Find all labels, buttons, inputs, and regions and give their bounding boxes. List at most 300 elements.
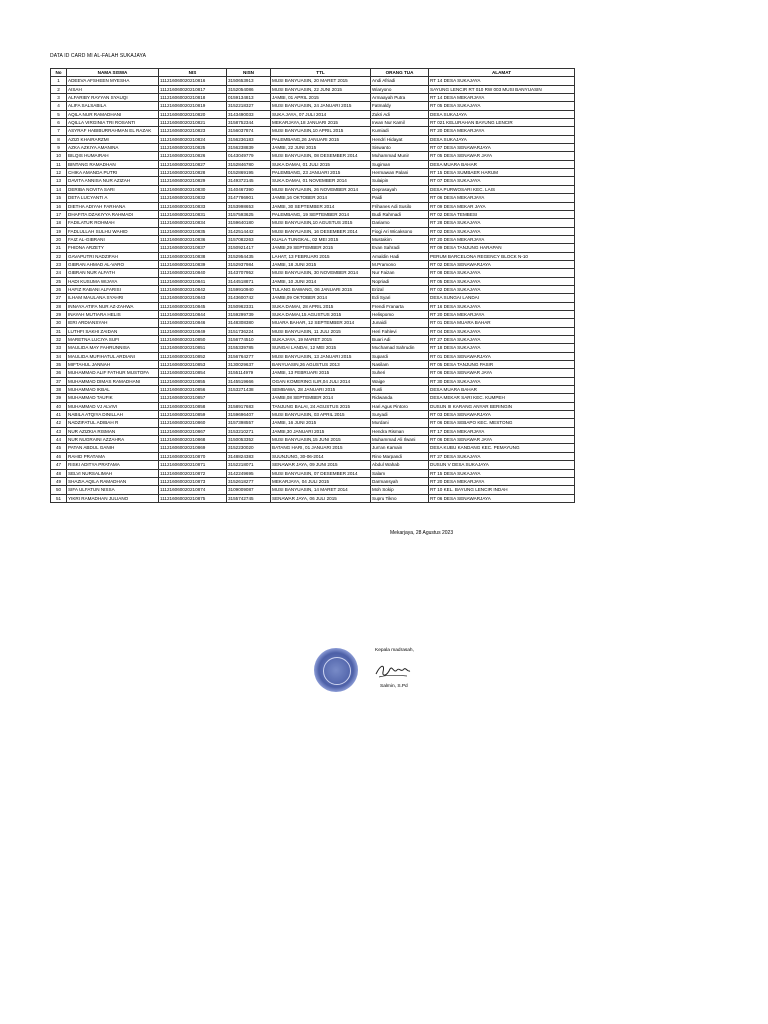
cell-name: MUHAMMAD DIMAS RAMADHANI xyxy=(67,377,159,385)
cell-parent: Salam xyxy=(371,469,429,477)
cell-nis: 111216060020210845 xyxy=(159,302,227,310)
cell-name: SIFA ULFATUN NISSA xyxy=(67,486,159,494)
cell-no: 19 xyxy=(51,227,67,235)
cell-nis: 111216060020210833 xyxy=(159,202,227,210)
cell-name: NABILA ATQIYA DINILLAH xyxy=(67,411,159,419)
cell-name: DHAFITA DZAKIYYA RAHMADI xyxy=(67,210,159,218)
cell-no: 16 xyxy=(51,202,67,210)
cell-name: BILQIS HUMAIRAH xyxy=(67,152,159,160)
cell-no: 13 xyxy=(51,177,67,185)
cell-name: MUHAMMAD ALIF FATHUR MUSTOFA xyxy=(67,369,159,377)
cell-ttl: JAMBI,08 SEPTEMBER 2014 xyxy=(271,394,371,402)
table-row xyxy=(51,285,575,293)
cell-address: RT 15 DESA SUKAJAYA xyxy=(429,469,575,477)
cell-parent: Siswanto xyxy=(371,144,429,152)
cell-nis: 111216060020210826 xyxy=(159,152,227,160)
cell-address: RT 20 DESA MEKARJAYA xyxy=(429,235,575,243)
cell-nisn: 3153998653 xyxy=(227,202,271,210)
cell-nisn: 3153271438 xyxy=(227,386,271,394)
cell-name: SELVI NURSALIMAH xyxy=(67,469,159,477)
cell-no: 36 xyxy=(51,369,67,377)
cell-name: FAIZ AL-GIBRANI xyxy=(67,235,159,243)
cell-nisn: 3152937984 xyxy=(227,260,271,268)
cell-no: 37 xyxy=(51,377,67,385)
cell-nisn: 3143707952 xyxy=(227,269,271,277)
cell-address: RT 20 DESA MEKARJAYA xyxy=(429,127,575,135)
cell-address: RT 02 DESA TEMBESI xyxy=(429,210,575,218)
cell-nisn: 3153210271 xyxy=(227,427,271,435)
cell-nis: 111216060020210860 xyxy=(159,419,227,427)
cell-nis: 111216060020210819 xyxy=(159,102,227,110)
cell-ttl: PALEMBANG, 19 SEPTEMBER 2014 xyxy=(271,210,371,218)
cell-nis: 111216060020210870 xyxy=(159,452,227,460)
signatory-title: Kepala madrasah, xyxy=(375,648,414,653)
cell-name: YIKRI RAMADHAN JULIANO xyxy=(67,494,159,502)
cell-no: 3 xyxy=(51,94,67,102)
cell-nisn: 3150962331 xyxy=(227,302,271,310)
cell-ttl: SUKA DAMAI,15 AGUSTUS 2015 xyxy=(271,310,371,318)
cell-nis: 111216060020210818 xyxy=(159,94,227,102)
cell-nis: 111216060020210836 xyxy=(159,235,227,243)
cell-name: RISKI ADITYA PRATAMA xyxy=(67,461,159,469)
cell-no: 22 xyxy=(51,252,67,260)
table-row xyxy=(51,269,575,277)
cell-ttl: MUSI BANYUASIN, 14 MARET 2014 xyxy=(271,486,371,494)
cell-nisn: 3157398557 xyxy=(227,419,271,427)
cell-no: 29 xyxy=(51,310,67,318)
cell-no: 35 xyxy=(51,361,67,369)
cell-nisn: 3142514442 xyxy=(227,227,271,235)
signer-name: Salmin, S.Pd xyxy=(380,684,408,689)
cell-ttl: SENAWAR JAYA, 06 JULI 2015 xyxy=(271,494,371,502)
cell-name: NUR NUGRAINI AZZAHRA xyxy=(67,436,159,444)
cell-name: ILHAM MAULANA SYAHRI xyxy=(67,294,159,302)
table-row xyxy=(51,227,575,235)
cell-address: RT 14 DESA SUKAJAYA xyxy=(429,77,575,85)
cell-no: 30 xyxy=(51,319,67,327)
cell-no: 5 xyxy=(51,110,67,118)
cell-no: 33 xyxy=(51,344,67,352)
cell-address: DESA SUKAJAYA xyxy=(429,110,575,118)
cell-address: RT 06 DESA SENAWAR JAYA xyxy=(429,436,575,444)
cell-name: MUHAMMAD VJ ALVIVI xyxy=(67,402,159,410)
table-row xyxy=(51,494,575,502)
cell-ttl: JAMBI,09 OKTOBER 2014 xyxy=(271,294,371,302)
table-row xyxy=(51,152,575,160)
cell-nis: 111216060020210843 xyxy=(159,294,227,302)
cell-no: 26 xyxy=(51,285,67,293)
cell-parent: Ridwanda xyxy=(371,394,429,402)
cell-ttl: SUKAJAYA, 19 MARET 2015 xyxy=(271,336,371,344)
table-row xyxy=(51,135,575,143)
cell-no: 50 xyxy=(51,486,67,494)
table-row xyxy=(51,127,575,135)
place-date: Mekarjaya, 28 Agustus 2023 xyxy=(390,530,454,536)
table-row xyxy=(51,369,575,377)
cell-parent: Paidi xyxy=(371,194,429,202)
cell-nisn: 3158917683 xyxy=(227,402,271,410)
cell-ttl: SENAWAR JAYA, 09 JUNI 2015 xyxy=(271,461,371,469)
cell-ttl: TANJUNG BALAI, 24 AGUSTUS 2015 xyxy=(271,402,371,410)
table-row xyxy=(51,94,575,102)
table-row xyxy=(51,419,575,427)
cell-name: MUHAMMAD TAUFIK xyxy=(67,394,159,402)
cell-nisn: 3150921417 xyxy=(227,244,271,252)
cell-name: RAHID PRATAMA xyxy=(67,452,159,460)
cell-nis: 111216060020210856 xyxy=(159,386,227,394)
cell-address: SAYUNG LENCIR RT 010 RW 003 MUSI BANYUASIN xyxy=(429,85,575,93)
cell-nisn: 3156037874 xyxy=(227,127,271,135)
cell-parent: Erizal xyxy=(371,285,429,293)
cell-no: 23 xyxy=(51,260,67,268)
cell-parent: Muhammad Munir xyxy=(371,152,429,160)
cell-no: 48 xyxy=(51,469,67,477)
cell-parent: Nopriadi xyxy=(371,277,429,285)
student-table xyxy=(50,68,575,503)
cell-nis: 111216060020210828 xyxy=(159,169,227,177)
cell-nis: 111216060020210854 xyxy=(159,369,227,377)
cell-ttl: KUALA TUNGKAL, 02 MEI 2015 xyxy=(271,235,371,243)
cell-name: MAULIDA MUFIHATUL ARDIANI xyxy=(67,352,159,360)
cell-no: 39 xyxy=(51,394,67,402)
cell-address: RT 05 DESA SUKAJAYA xyxy=(429,277,575,285)
cell-parent: Suryadi xyxy=(371,411,429,419)
cell-no: 43 xyxy=(51,427,67,435)
cell-no: 27 xyxy=(51,294,67,302)
cell-no: 38 xyxy=(51,386,67,394)
cell-parent: Deprasayah xyxy=(371,185,429,193)
cell-nisn: 3109009087 xyxy=(227,486,271,494)
cell-name: ALFARIBY RAYYAN SYAUQI xyxy=(67,94,159,102)
table-row xyxy=(51,260,575,268)
cell-parent: Waige xyxy=(371,377,429,385)
table-row xyxy=(51,402,575,410)
cell-nis: 111216060020210875 xyxy=(159,494,227,502)
cell-parent: Fatmaldy xyxy=(371,102,429,110)
cell-nis: 111216060020210844 xyxy=(159,310,227,318)
cell-ttl: JAMBI, 30 SEPTEMBER 2014 xyxy=(271,202,371,210)
cell-no: 47 xyxy=(51,461,67,469)
cell-address: RT 30 DESA SUKAJAYA xyxy=(429,377,575,385)
cell-address: PERUM BARCELONA REGENCY BLOCK N-10 xyxy=(429,252,575,260)
cell-nis: 111216060020210817 xyxy=(159,85,227,93)
cell-no: 49 xyxy=(51,477,67,485)
cell-no: 6 xyxy=(51,119,67,127)
table-row xyxy=(51,469,575,477)
cell-name: AZIZI KHAIRARZMI xyxy=(67,135,159,143)
cell-parent: Supardi xyxy=(371,352,429,360)
table-row xyxy=(51,252,575,260)
cell-address: DUSUN III KARANG ANYAR BERINGIN xyxy=(429,402,575,410)
cell-nisn: 3140467390 xyxy=(227,185,271,193)
cell-parent: Budi Rahmadi xyxy=(371,210,429,218)
cell-nis: 111216060020210851 xyxy=(159,344,227,352)
cell-name: FADILATUR ROHMAH xyxy=(67,219,159,227)
cell-name: SHAZIA AQILA RAMADHAN xyxy=(67,477,159,485)
cell-name: NADZIFATUL ADIBAH R xyxy=(67,419,159,427)
table-row xyxy=(51,411,575,419)
table-row xyxy=(51,102,575,110)
cell-no: 18 xyxy=(51,219,67,227)
cell-parent: Rusli xyxy=(371,386,429,394)
cell-parent: Zukri Adi xyxy=(371,110,429,118)
cell-nis: 111216060020210872 xyxy=(159,469,227,477)
table-row xyxy=(51,202,575,210)
cell-nisn: 3157082263 xyxy=(227,235,271,243)
cell-nis: 111216060020210850 xyxy=(159,336,227,344)
table-row xyxy=(51,336,575,344)
cell-address: RT 18 DESA SUKAJAYA xyxy=(429,344,575,352)
table-row xyxy=(51,194,575,202)
cell-name: DETA LUCYANTI A xyxy=(67,194,159,202)
cell-address: RT 20 DESA MEKARJAYA xyxy=(429,477,575,485)
table-row xyxy=(51,327,575,335)
cell-nis: 111216060020210825 xyxy=(159,144,227,152)
cell-ttl: JAMBI,29 SEPTEMBER 2015 xyxy=(271,244,371,252)
cell-name: BINTANG RAMADHAN xyxy=(67,160,159,168)
cell-no: 20 xyxy=(51,235,67,243)
cell-nisn: 3157593625 xyxy=(227,210,271,218)
cell-nisn: 3156764277 xyxy=(227,352,271,360)
cell-nis: 111216060020210868 xyxy=(159,436,227,444)
cell-no: 8 xyxy=(51,135,67,143)
cell-name: AQILA NUR RAMADHANI xyxy=(67,110,159,118)
cell-ttl: MUSI BANYUASIN, 08 DESEMBER 2014 xyxy=(271,152,371,160)
cell-parent: Muhammad Ali Ilwani xyxy=(371,436,429,444)
cell-nis: 111216060020210820 xyxy=(159,110,227,118)
cell-nis: 111216060020210873 xyxy=(159,477,227,485)
school-seal-stamp xyxy=(314,648,358,692)
cell-nis: 111216060020210842 xyxy=(159,285,227,293)
table-row xyxy=(51,85,575,93)
cell-nisn: 3130029637 xyxy=(227,361,271,369)
cell-name: NUR AZIZKIA RISMAN xyxy=(67,427,159,435)
cell-ttl: OGAN KOMERING ILIR,04 JULI 2014 xyxy=(271,377,371,385)
cell-no: 12 xyxy=(51,169,67,177)
cell-name: HAFIZ RABANI ALFARISI xyxy=(67,285,159,293)
cell-nisn: 3156238839 xyxy=(227,144,271,152)
col-header-nisn: NISN xyxy=(227,69,271,77)
cell-name: INNAYA ATIFA NUR AZ-ZAHWA xyxy=(67,302,159,310)
cell-parent: Supru Tikno xyxy=(371,494,429,502)
cell-nis: 111216060020210840 xyxy=(159,269,227,277)
cell-address: RT 05 DESA SUKAJAYA xyxy=(429,102,575,110)
cell-nisn: 3150053352 xyxy=(227,436,271,444)
table-row xyxy=(51,444,575,452)
cell-no: 24 xyxy=(51,269,67,277)
cell-nisn: 3152618277 xyxy=(227,477,271,485)
cell-parent: Moh Sokip xyxy=(371,486,429,494)
cell-ttl: MEKARJAYA, 04 JULI 2015 xyxy=(271,477,371,485)
cell-parent: Rino Marpandi xyxy=(371,452,429,460)
cell-address: RT 01 DESA SENAWARJAYA xyxy=(429,352,575,360)
cell-ttl: SUKA DAMAI, 01 NOVEMBER 2014 xyxy=(271,177,371,185)
cell-address: RT 09 DESA TANJUNG HARAPAN xyxy=(429,244,575,252)
cell-parent: Armaayah Putra xyxy=(371,94,429,102)
cell-no: 21 xyxy=(51,244,67,252)
cell-no: 25 xyxy=(51,277,67,285)
cell-nisn: 3152846780 xyxy=(227,160,271,168)
cell-name: GIBRAN AHMAD AL-VARO xyxy=(67,260,159,268)
cell-nisn: 3144518871 xyxy=(227,277,271,285)
cell-address: RT 05 DESA TANJUNG PASIR xyxy=(429,361,575,369)
cell-nisn: 3155742745 xyxy=(227,494,271,502)
cell-nis: 111216060020210827 xyxy=(159,160,227,168)
cell-nis: 111216060020210824 xyxy=(159,135,227,143)
cell-parent: Frendi Franarta xyxy=(371,302,429,310)
table-row xyxy=(51,294,575,302)
cell-parent: Hendri Hidayat xyxy=(371,135,429,143)
cell-parent: Mustakim xyxy=(371,235,429,243)
cell-parent: Wiaryono xyxy=(371,85,429,93)
cell-ttl: PALEMBANG, 23 JANUARI 2015 xyxy=(271,169,371,177)
cell-nisn: 3145519666 xyxy=(227,377,271,385)
cell-ttl: PALEMBANG,26 JANUARI 2015 xyxy=(271,135,371,143)
cell-nisn: 3150653913 xyxy=(227,77,271,85)
cell-parent: M.Pramono xyxy=(371,260,429,268)
cell-name: FADLULLAH SULHU WAHID xyxy=(67,227,159,235)
cell-nisn: 3149372145 xyxy=(227,177,271,185)
cell-address: DESA SUNGAI LANDAI xyxy=(429,294,575,302)
cell-no: 1 xyxy=(51,77,67,85)
table-row xyxy=(51,277,575,285)
cell-no: 34 xyxy=(51,352,67,360)
cell-ttl: MUSI BANYUASIN, 24 JANUARI 2015 xyxy=(271,102,371,110)
cell-nis: 111216060020210871 xyxy=(159,461,227,469)
cell-ttl: BANYUASIN,26 AGUSTUS 2013 xyxy=(271,361,371,369)
cell-nis: 111216060020210853 xyxy=(159,361,227,369)
table-row xyxy=(51,235,575,243)
cell-ttl: TULANG BAWANG, 06 JANUARI 2015 xyxy=(271,285,371,293)
cell-ttl: SUKA JAYA, 07 JULI 2014 xyxy=(271,110,371,118)
cell-address: RT 06 DESA SENAWARJAYA xyxy=(429,494,575,502)
table-row xyxy=(51,110,575,118)
cell-parent: Nasilam xyxy=(371,361,429,369)
cell-ttl: SUUNJUNG, 30-06-2014 xyxy=(271,452,371,460)
cell-nis: 111216060020210816 xyxy=(159,77,227,85)
cell-no: 4 xyxy=(51,102,67,110)
cell-address: DESA PURWOSARI KEC. LAIS xyxy=(429,185,575,193)
cell-address: DESA MEKAR SARI KEC. KUMPEH xyxy=(429,394,575,402)
cell-address: RT 14 DESA MEKARJAYA xyxy=(429,94,575,102)
cell-ttl: SUKA DAMAI, 01 JULI 2015 xyxy=(271,160,371,168)
cell-ttl: MEKARJAYA,18 JANUARI 2015 xyxy=(271,119,371,127)
cell-address: RT 16 DESA SUKAJAYA xyxy=(429,302,575,310)
cell-name: DIETHA ADIYAH FARHANA xyxy=(67,202,159,210)
cell-ttl: JAMBI, 18 JUNI 2015 xyxy=(271,260,371,268)
cell-nisn: 3148824383 xyxy=(227,452,271,460)
cell-nisn: 3148308380 xyxy=(227,319,271,327)
cell-nis: 111216060020210831 xyxy=(159,210,227,218)
cell-nis: 111216060020210834 xyxy=(159,219,227,227)
cell-ttl: MUSI BANYUASIN, 13 JANUARI 2015 xyxy=(271,352,371,360)
cell-address: RT 06 DESA SENAWAR JAYA xyxy=(429,369,575,377)
table-row xyxy=(51,169,575,177)
cell-ttl: MUSI BANYUASIN,10 AGUSTUS 2015 xyxy=(271,219,371,227)
cell-no: 32 xyxy=(51,336,67,344)
cell-nisn: 3158752344 xyxy=(227,119,271,127)
cell-no: 41 xyxy=(51,411,67,419)
cell-name: ADEEVA AFSHEEN MYESHA xyxy=(67,77,159,85)
cell-ttl: MUSI BANYUASIN, 16 DESEMBER 2014 xyxy=(271,227,371,235)
col-header-parent: ORANG TUA xyxy=(371,69,429,77)
cell-nis: 111216060020210857 xyxy=(159,394,227,402)
cell-parent: Suheri xyxy=(371,369,429,377)
cell-address: RT 10 KEL. BAYUNG LENCIR INDAH xyxy=(429,486,575,494)
col-header-address: ALAMAT xyxy=(429,69,575,77)
cell-ttl: MUSI BANYUASIN, 07 DESEMBER 2014 xyxy=(271,469,371,477)
cell-ttl: JAMBI, 22 JUNI 2015 xyxy=(271,144,371,152)
cell-nis: 111216060020210835 xyxy=(159,227,227,235)
cell-name: AISAH xyxy=(67,85,159,93)
cell-address: RT 021 KELURAHAN BAYUNG LENCIR xyxy=(429,119,575,127)
table-row xyxy=(51,461,575,469)
cell-address: DESA MUARA BAHAR xyxy=(429,160,575,168)
table-row xyxy=(51,361,575,369)
table-header-row xyxy=(51,69,575,77)
cell-nis: 111216060020210837 xyxy=(159,244,227,252)
cell-name: GAVAPUTRI NADZIFAH xyxy=(67,252,159,260)
cell-parent: Hendra Risman xyxy=(371,427,429,435)
cell-ttl: MUSI BANYUASIN, 26 NOVEMBER 2014 xyxy=(271,185,371,193)
cell-nisn: 3152054086 xyxy=(227,85,271,93)
cell-nis: 111216060020210823 xyxy=(159,127,227,135)
cell-name: ALIFA SALSABILA xyxy=(67,102,159,110)
cell-address: RT 28 DESA SUKAJAYA xyxy=(429,219,575,227)
cell-nisn: 3156236183 xyxy=(227,135,271,143)
cell-ttl: SUKA DAMAI, 28 APRIL 2015 xyxy=(271,302,371,310)
cell-parent: Junaidi xyxy=(371,319,429,327)
cell-nisn: 3151736224 xyxy=(227,327,271,335)
table-row xyxy=(51,452,575,460)
cell-ttl: MUSI BANYUASIN, 20 MARET 2015 xyxy=(271,77,371,85)
table-row xyxy=(51,210,575,218)
cell-address: DUSUN V DESA SUKAJAYA xyxy=(429,461,575,469)
cell-no: 40 xyxy=(51,402,67,410)
cell-ttl: MUSI BANYUASIN, 22 JUNI 2015 xyxy=(271,85,371,93)
cell-ttl: JAMBI, 10 JUNI 2014 xyxy=(271,277,371,285)
cell-address: RT 02 DESA SUKAJAYA xyxy=(429,285,575,293)
table-row xyxy=(51,352,575,360)
cell-ttl: JAMBI, 16 JUNI 2015 xyxy=(271,419,371,427)
cell-name: HADI KUSUMA WIJAYA xyxy=(67,277,159,285)
cell-no: 7 xyxy=(51,127,67,135)
table-body xyxy=(51,77,575,503)
cell-ttl: MUSI BANYUASIN,10 APRIL 2015 xyxy=(271,127,371,135)
table-row xyxy=(51,185,575,193)
cell-address: DESA MUARA BAHAR xyxy=(429,386,575,394)
cell-address: RT 08 DESA SUKAJAYA xyxy=(429,269,575,277)
table-row xyxy=(51,310,575,318)
cell-parent: Helispomo xyxy=(371,310,429,318)
cell-parent: Murdani xyxy=(371,419,429,427)
cell-parent: Heri Fahlevi xyxy=(371,327,429,335)
cell-nis: 111216060020210846 xyxy=(159,319,227,327)
cell-name: FHIDNA ARZETY xyxy=(67,244,159,252)
table-row xyxy=(51,436,575,444)
cell-name: INAYAH MUTIARA HELIS xyxy=(67,310,159,318)
cell-nisn: 3156774510 xyxy=(227,336,271,344)
cell-nisn: 3155339785 xyxy=(227,344,271,352)
handwritten-signature xyxy=(373,660,413,682)
cell-nisn: 3155114979 xyxy=(227,369,271,377)
cell-no: 14 xyxy=(51,185,67,193)
cell-ttl: MUSI BANYUASIN, 03 APRIL 2015 xyxy=(271,411,371,419)
cell-nis: 111216060020210855 xyxy=(159,377,227,385)
table-row xyxy=(51,302,575,310)
cell-nisn: 3152218071 xyxy=(227,461,271,469)
cell-nis: 111216060020210867 xyxy=(159,427,227,435)
